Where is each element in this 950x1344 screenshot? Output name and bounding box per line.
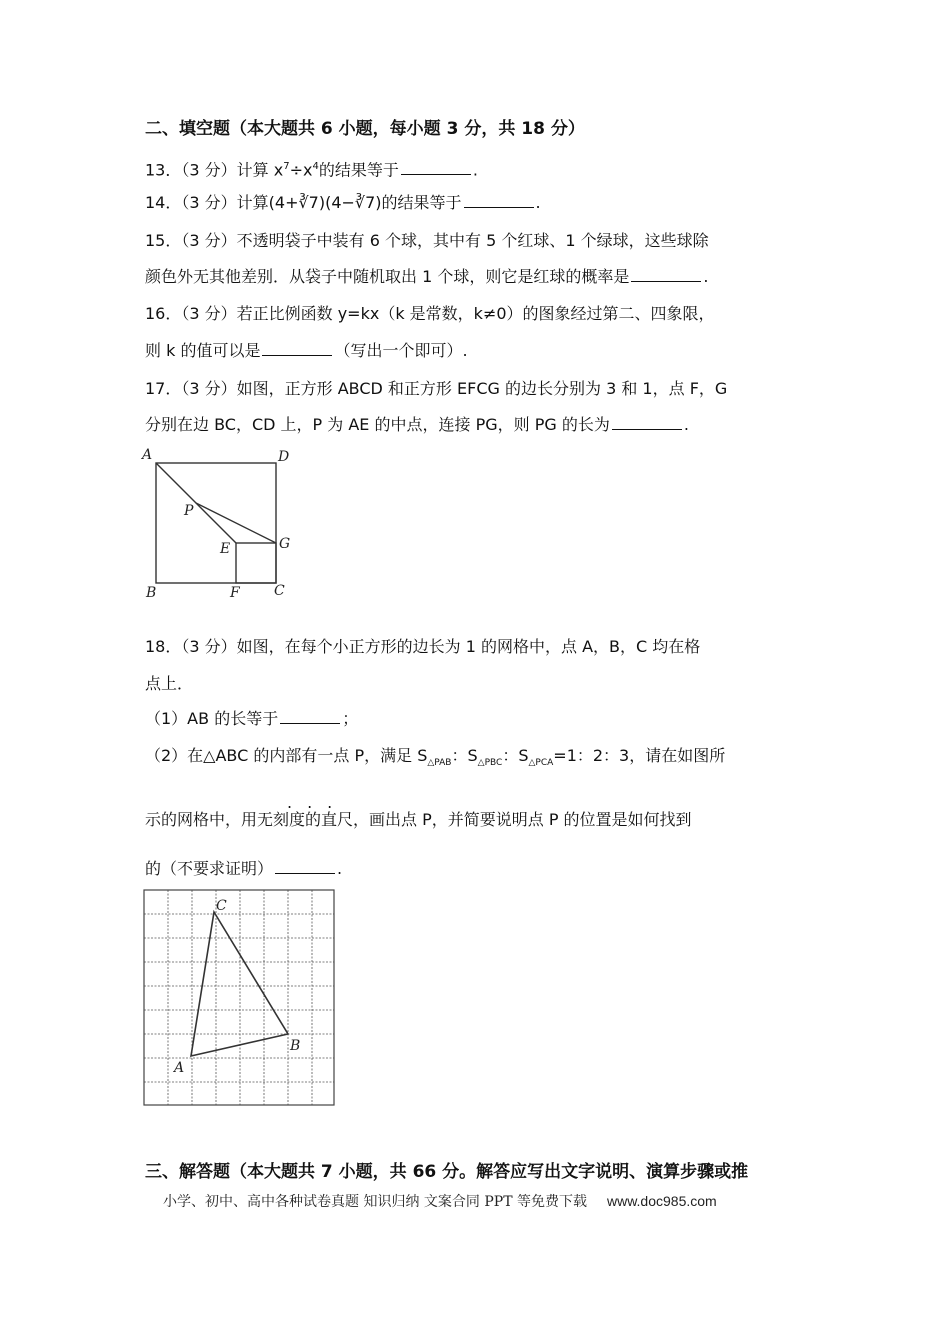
label-A: A <box>174 1060 185 1076</box>
question-13: 13．（3 分）计算 $x^7\div x^4$的结果等于 . <box>145 160 478 180</box>
answer-blank <box>275 857 335 874</box>
label-C: C <box>274 583 285 599</box>
answer-blank <box>612 413 682 430</box>
question-14: 14．（3 分）计算(4+∛7)(4−∛7)的结果等于 . <box>145 193 541 212</box>
label-G: G <box>279 536 291 552</box>
answer-blank <box>280 707 340 724</box>
question-15-line-2: 颜色外无其他差别．从袋子中随机取出 1 个球，则它是红球的概率是 . <box>145 267 709 286</box>
question-18-line-2: 点上． <box>145 674 194 693</box>
question-17-line-2: 分别在边 BC，CD 上，P 为 AE 的中点，连接 PG，则 PG 的长为 . <box>145 415 689 434</box>
label-B: B <box>146 585 157 601</box>
label-P: P <box>184 503 194 519</box>
section-heading: 三、解答题（本大题共 7 小题，共 66 分。解答应写出文字说明、演算步骤或推 <box>145 1162 749 1182</box>
question-18-line-4: 示的网格中，用无刻度的直尺，画出点 P，并简要说明点 P 的位置是如何找到 <box>145 810 692 829</box>
label-D: D <box>278 449 290 465</box>
footer-url[interactable]: www.doc985.com <box>606 1193 717 1209</box>
answer-blank <box>464 191 534 208</box>
grid-figure <box>140 886 340 1110</box>
question-16-line-1: 16．（3 分）若正比例函数 y=kx（k 是常数，k≠0）的图象经过第二、四象限， <box>145 304 715 323</box>
question-16-line-2: 则 k 的值可以是 （写出一个即可）. <box>145 341 468 360</box>
label-F: F <box>230 585 240 601</box>
answer-blank <box>262 339 332 356</box>
question-17-line-1: 17．（3 分）如图，正方形 ABCD 和正方形 EFCG 的边长分别为 3 和 1，点 F，G <box>145 379 728 398</box>
square-figure <box>140 445 300 605</box>
question-15-line-1: 15．（3 分）不透明袋子中装有 6 个球，其中有 5 个红球、1 个绿球，这些球除 <box>145 231 709 250</box>
label-A: A <box>142 447 153 463</box>
answer-blank <box>401 158 471 175</box>
question-18-part-1: （1）AB 的长等于 ； <box>145 709 359 728</box>
section-heading: 二、填空题（本大题共 6 小题，每小题 3 分，共 18 分） <box>145 119 585 139</box>
label-E: E <box>220 541 231 557</box>
question-18-line-5: 的（不要求证明） . <box>145 859 343 878</box>
math-expression: (4+∛7)(4−∛7) <box>268 193 382 212</box>
label-B: B <box>290 1038 301 1054</box>
question-18-line-1: 18．（3 分）如图，在每个小正方形的边长为 1 的网格中，点 A，B，C 均在格 <box>145 637 701 656</box>
footer: 小学、初中、高中各种试卷真题 知识归纳 文案合同 PPT 等免费下载 www.doc985.com <box>163 1193 717 1210</box>
label-C: C <box>216 898 227 914</box>
question-18-part-2: （2）在△ABC 的内部有一点 P，满足 $S_{\triangle PAB}$：$S_{\triangle PBC}$：$S_{\triangle PCA}=1$：2：3，请在如图所 <box>145 746 726 769</box>
answer-blank <box>631 265 701 282</box>
emphasis-dots: ... <box>287 793 348 812</box>
